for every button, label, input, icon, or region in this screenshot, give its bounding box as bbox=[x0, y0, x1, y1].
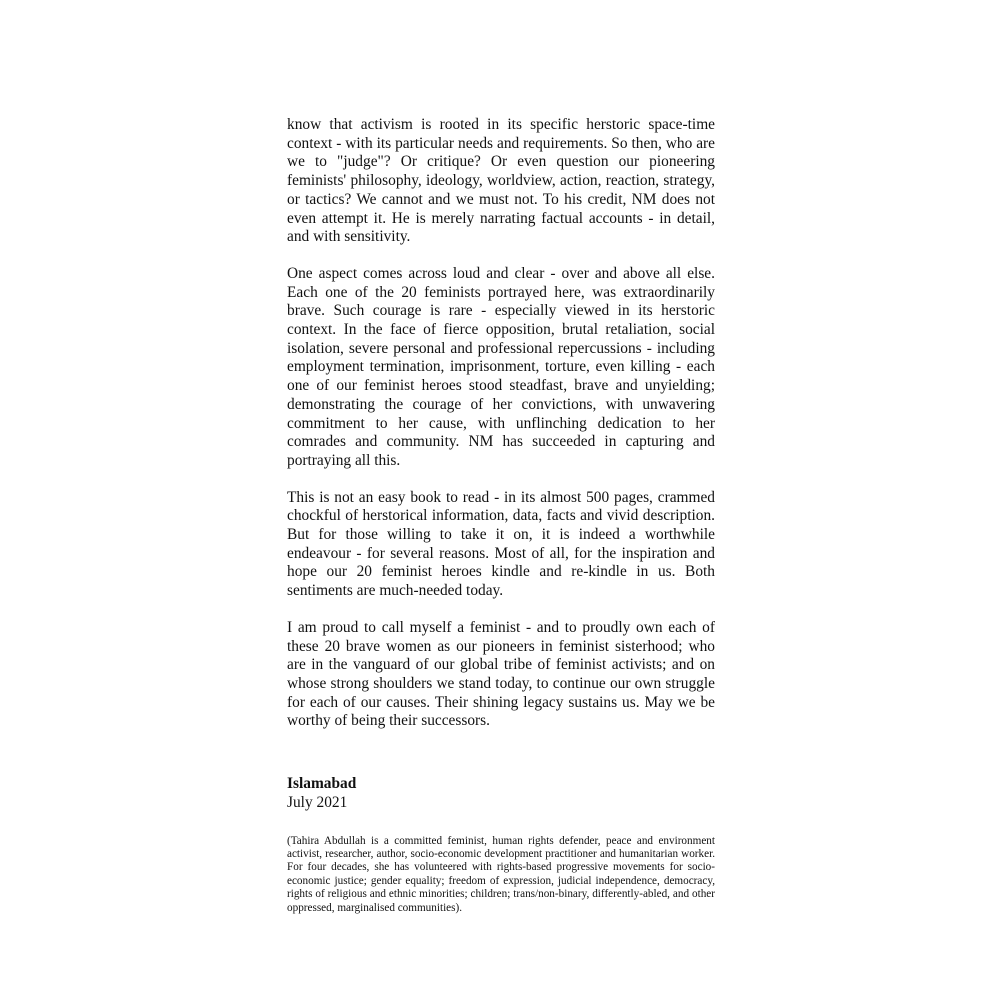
signoff-date: July 2021 bbox=[287, 793, 348, 811]
author-bio-note: (Tahira Abdullah is a committed feminist, human rights defender, peace and environment activist, researcher, author, socio-economic development practitioner and humanitarian worker. For four decades, she has volunteered with rights-based progressive movements for socio-economic justice; gender equality; freedom of expression, judicial independence, democracy, rights of religious and ethnic minorities; children; trans/non-binary, differently-abled, and other oppressed, marginalised communities). bbox=[287, 834, 715, 914]
body-paragraph: I am proud to call myself a feminist - and to proudly own each of these 20 brave women as our pioneers in feminist sisterhood; who are in the vanguard of our global tribe of feminist activists; and on whose strong shoulders we stand today, to continue our own struggle for each of our causes. Their shining legacy sustains us. May we be worthy of being their successors. bbox=[287, 618, 715, 730]
page-body bbox=[287, 116, 715, 926]
body-paragraph: know that activism is rooted in its specific herstoric space-time context - with its particular needs and requirements. So then, who are we to "judge"? Or critique? Or even question our pioneering feminists' philosophy, ideology, worldview, action, reaction, strategy, or tactics? We cannot and we must not. To his credit, NM does not even attempt it. He is merely narrating factual accounts - in detail, and with sensitivity. bbox=[287, 116, 715, 246]
body-paragraph: This is not an easy book to read - in its almost 500 pages, crammed chockful of herstorical information, data, facts and vivid description. But for those willing to take it on, it is indeed a worthwhile endeavour - for several reasons. Most of all, for the inspiration and hope our 20 feminist heroes kindle and re-kindle in us. Both sentiments are much-needed today. bbox=[287, 488, 715, 600]
signoff-place: Islamabad bbox=[287, 775, 357, 793]
body-paragraph: One aspect comes across loud and clear - over and above all else. Each one of the 20 feminists portrayed here, was extraordinarily brave. Such courage is rare - especially viewed in its herstoric context. In the face of fierce opposition, brutal retaliation, social isolation, severe personal and professional repercussions - including employment termination, imprisonment, torture, even killing - each one of our feminist heroes stood steadfast, brave and unyielding; demonstrating the courage of her convictions, with unwavering commitment to her cause, with unflinching dedication to her comrades and community. NM has succeeded in capturing and portraying all this. bbox=[287, 264, 715, 469]
signoff bbox=[287, 775, 715, 812]
